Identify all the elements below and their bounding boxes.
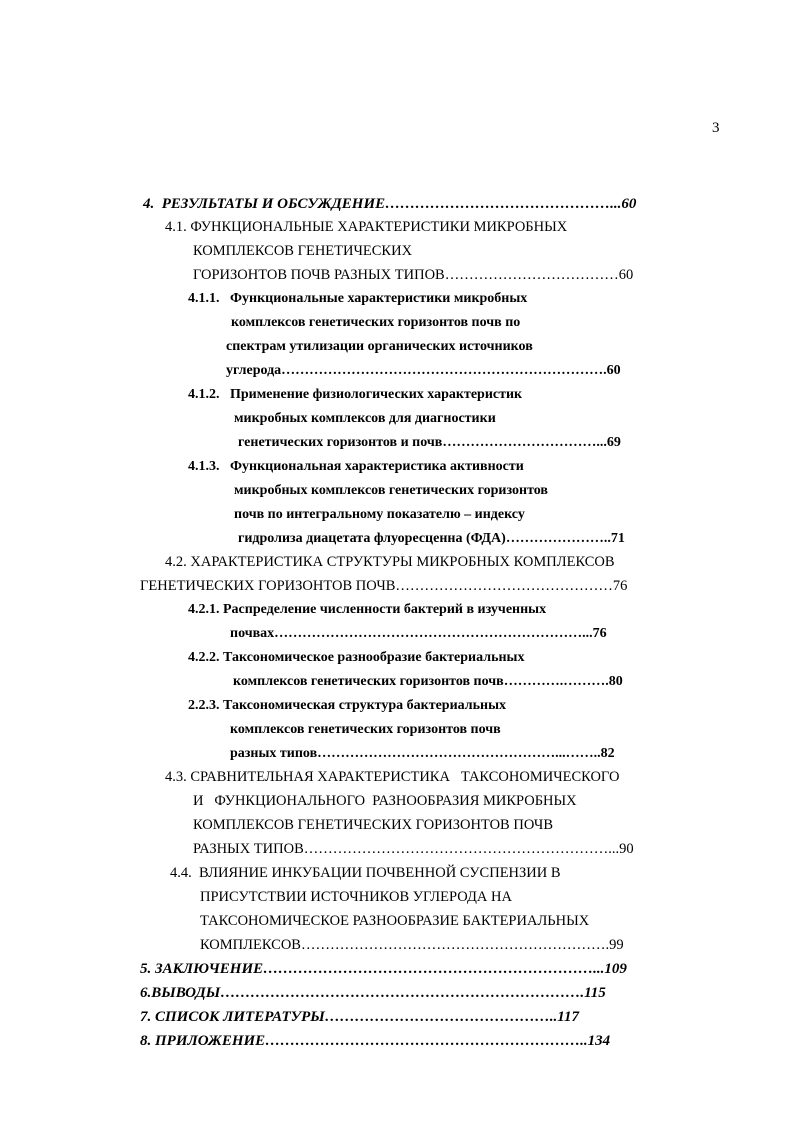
toc-entry-4-1-1-line2: комплексов генетических горизонтов почв по	[231, 315, 521, 330]
toc-entry-8: 8. ПРИЛОЖЕНИЕ………………………………………………………..134	[140, 1033, 611, 1049]
toc-entry-4-1-line2: КОМПЛЕКСОВ ГЕНЕТИЧЕСКИХ	[193, 243, 413, 259]
toc-entry-4-1-3-line1: 4.1.3. Функциональная характеристика активности	[188, 459, 524, 474]
toc-entry-4-1-1-line3: спектрам утилизации органических источников	[226, 339, 533, 354]
toc-entry-4-1-2-line1: 4.1.2. Применение физиологических характеристик	[188, 387, 523, 402]
toc-entry-4-1-3-line2: микробных комплексов генетических горизонтов	[234, 483, 548, 498]
toc-entry-4-3-line3: КОМПЛЕКСОВ ГЕНЕТИЧЕСКИХ ГОРИЗОНТОВ ПОЧВ	[193, 817, 554, 833]
toc-entry-4-1-3-line3: почв по интегральному показателю – индексу	[234, 507, 525, 522]
toc-entry-4-4-line3: ТАКСОНОМИЧЕСКОЕ РАЗНООБРАЗИЕ БАКТЕРИАЛЬНЫХ	[200, 913, 590, 929]
toc-entry-4-1-1-line4: углерода…………………………………………………………….60	[226, 363, 621, 378]
toc-entry-4-1-line3: ГОРИЗОНТОВ ПОЧВ РАЗНЫХ ТИПОВ………………………………60	[193, 267, 634, 283]
toc-entry-4-2-line1: 4.2. ХАРАКТЕРИСТИКА СТРУКТУРЫ МИКРОБНЫХ КОМПЛЕКСОВ	[165, 554, 615, 570]
toc-entry-4-3-line1: 4.3. СРАВНИТЕЛЬНАЯ ХАРАКТЕРИСТИКА ТАКСОНОМИЧЕСКОГО	[165, 769, 620, 785]
toc-entry-2-2-3-line1: 2.2.3. Таксономическая структура бактериальных	[188, 698, 507, 713]
toc-entry-6: 6.ВЫВОДЫ……………………………………………………………….115	[140, 985, 606, 1001]
toc-entry-2-2-3-line2: комплексов генетических горизонтов почв	[230, 722, 501, 737]
toc-entry-4-2-line2: ГЕНЕТИЧЕСКИХ ГОРИЗОНТОВ ПОЧВ………………………………………76	[140, 578, 628, 594]
toc-entry-4-4-line4: КОМПЛЕКСОВ……………………………………………………….99	[200, 937, 624, 953]
toc-entry-2-2-3-line3: разных типов……………………………………………...……..82	[230, 746, 615, 761]
toc-entry-4-2-2-line2: комплексов генетических горизонтов почв………….……….80	[233, 674, 623, 689]
toc-entry-4-2-1-line2: почвах…………………………………………………………...76	[230, 626, 607, 641]
toc-entry-5: 5. ЗАКЛЮЧЕНИЕ…………………………………………………………...109	[140, 961, 627, 977]
toc-entry-4-1-1-line1: 4.1.1. Функциональные характеристики микробных	[188, 291, 528, 306]
toc-entry-4-1-2-line3: генетических горизонтов и почв……………………………...69	[238, 435, 621, 450]
page-number: 3	[712, 120, 720, 136]
toc-entry-4: 4. РЕЗУЛЬТАТЫ И ОБСУЖДЕНИЕ………………………………………...60	[143, 196, 637, 212]
toc-entry-4-2-2-line1: 4.2.2. Таксономическое разнообразие бактериальных	[188, 650, 525, 665]
toc-entry-4-1-3-line4: гидролиза диацетата флуоресценна (ФДА)…………………..71	[238, 531, 625, 546]
toc-entry-4-2-1-line1: 4.2.1. Распределение численности бактерий в изученных	[188, 602, 547, 617]
toc-entry-4-3-line4: РАЗНЫХ ТИПОВ………………………………………………………...90	[193, 841, 634, 857]
toc-entry-4-3-line2: И ФУНКЦИОНАЛЬНОГО РАЗНООБРАЗИЯ МИКРОБНЫХ	[193, 793, 577, 809]
toc-entry-4-4-line1: 4.4. ВЛИЯНИЕ ИНКУБАЦИИ ПОЧВЕННОЙ СУСПЕНЗИИ В	[170, 865, 561, 881]
toc-entry-4-4-line2: ПРИСУТСТВИИ ИСТОЧНИКОВ УГЛЕРОДА НА	[200, 889, 512, 905]
toc-entry-4-1-line1: 4.1. ФУНКЦИОНАЛЬНЫЕ ХАРАКТЕРИСТИКИ МИКРОБНЫХ	[165, 219, 568, 235]
toc-entry-4-1-2-line2: микробных комплексов для диагностики	[234, 411, 496, 426]
toc-entry-7: 7. СПИСОК ЛИТЕРАТУРЫ………………………………………..117	[140, 1009, 579, 1025]
